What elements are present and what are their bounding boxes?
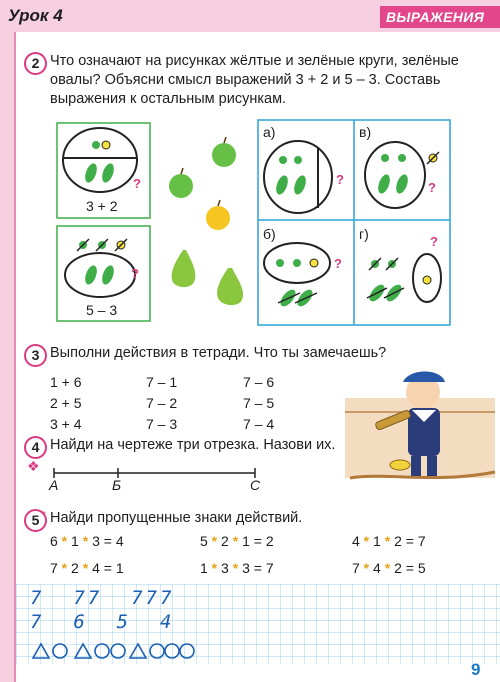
expression: 7 – 6 (243, 374, 275, 390)
question-mark: ? (133, 176, 141, 191)
operand: 4 (92, 560, 100, 576)
topic-title: ВЫРАЖЕНИЯ (386, 9, 485, 25)
expr-3plus2: 3 + 2 (86, 198, 118, 214)
expression: 3 + 4 (50, 416, 82, 432)
green-circle (294, 156, 302, 164)
operand: 6 (50, 533, 58, 549)
circle-shape (165, 644, 179, 658)
task2-number: 2 (24, 52, 47, 75)
task2-line-2: овалы? Объясни смысл выражений 3 + 2 и 5 – 3. Составь (50, 72, 441, 88)
copybook-row-1: 7 77 777 (30, 587, 175, 609)
operand: 3 (221, 560, 229, 576)
task5-text: Найди пропущенные знаки действий. (50, 510, 303, 526)
operand: 3 (242, 560, 250, 576)
green-circle (279, 156, 287, 164)
label-g: г) (359, 226, 369, 242)
apple-stem (218, 200, 220, 206)
green-circle (293, 259, 301, 267)
operand: 7 (50, 560, 58, 576)
triangle-shape (33, 644, 49, 658)
blank-star[interactable]: * (359, 533, 374, 549)
point-label-c: С (250, 477, 261, 493)
apple-stem (224, 137, 226, 143)
expression: 1 + 6 (50, 374, 82, 390)
blank-star[interactable]: * (207, 533, 222, 549)
result: = 1 (99, 560, 124, 576)
label-b: б) (263, 226, 276, 242)
expression: 7 – 3 (146, 416, 178, 432)
result: = 2 (249, 533, 274, 549)
circle-shape (95, 644, 109, 658)
page-number: 9 (471, 660, 481, 679)
task3-col1 (50, 372, 82, 435)
task5-equation (352, 560, 426, 576)
expression: 7 – 2 (146, 395, 178, 411)
green-circle (92, 141, 100, 149)
task4-number: 4 (24, 436, 47, 459)
question-mark: ? (430, 234, 438, 249)
label-a: а) (263, 124, 276, 140)
point-label-b: Б (112, 477, 122, 493)
operand: 1 (242, 533, 250, 549)
yellow-circle (102, 141, 110, 149)
yellow-circle (423, 276, 431, 284)
yellow-circle (310, 259, 318, 267)
operand: 5 (200, 533, 208, 549)
point-label-a: А (49, 477, 59, 493)
task3-number: 3 (24, 344, 47, 367)
blank-star[interactable]: * (228, 533, 243, 549)
question-mark: ? (131, 266, 139, 281)
operand: 1 (200, 560, 208, 576)
blank-star[interactable]: * (78, 560, 93, 576)
expression: 7 – 4 (243, 416, 275, 432)
difficulty-star: * (42, 510, 46, 521)
task3-col3 (243, 372, 274, 435)
expression: 7 – 1 (146, 374, 178, 390)
segment-diagram (40, 463, 270, 487)
blank-star[interactable]: * (207, 560, 222, 576)
green-circle (276, 259, 284, 267)
expression: 7 – 5 (243, 395, 275, 411)
bucket (390, 460, 410, 470)
task4-text: Найди на чертеже три отрезка. Назови их. (50, 437, 336, 453)
task5-equation (200, 533, 274, 549)
blank-star[interactable]: * (359, 560, 374, 576)
circle-shape (111, 644, 125, 658)
blank-star[interactable]: * (57, 560, 72, 576)
green-circle (381, 154, 389, 162)
question-mark: ? (336, 172, 344, 187)
sailor-illustration (345, 360, 495, 490)
label-v: в) (359, 124, 372, 140)
shape-pattern (30, 640, 190, 662)
task2-line-3: выражения к остальным рисункам. (50, 91, 287, 107)
operand: 1 (71, 533, 79, 549)
blank-star[interactable]: * (380, 560, 395, 576)
blank-star[interactable]: * (380, 533, 395, 549)
green-apple-image (212, 143, 236, 167)
task5-number: 5 (24, 509, 47, 532)
pear-image (172, 250, 196, 287)
task5-equation (50, 533, 124, 549)
operand: 4 (352, 533, 360, 549)
leg (427, 456, 437, 476)
task2-line-1: Что означают на рисунках жёлтые и зелёные круги, зелёные (50, 53, 459, 69)
task5-equation (352, 533, 426, 549)
green-apple-image (169, 174, 193, 198)
leg (411, 456, 421, 476)
result: = 5 (401, 560, 426, 576)
triangle-shape (130, 644, 146, 658)
operand: 2 (221, 533, 229, 549)
expression: 2 + 5 (50, 395, 82, 411)
operand: 2 (394, 533, 402, 549)
result: = 7 (401, 533, 426, 549)
operand: 4 (373, 560, 381, 576)
blank-star[interactable]: * (228, 560, 243, 576)
blank-star[interactable]: * (78, 533, 93, 549)
task5-equation (200, 560, 274, 576)
task3-text: Выполни действия в тетради. Что ты замечаешь? (50, 345, 387, 361)
triangle-shape (75, 644, 91, 658)
circle-shape (150, 644, 164, 658)
lesson-title: Урок 4 (8, 6, 63, 25)
question-mark: ? (334, 256, 342, 271)
result: = 7 (249, 560, 274, 576)
yellow-apple-image (206, 206, 230, 230)
result: = 4 (99, 533, 124, 549)
apple-stem (181, 168, 183, 174)
pear-image (217, 268, 243, 305)
operand: 2 (71, 560, 79, 576)
expr-5minus3: 5 – 3 (86, 302, 118, 318)
operand: 2 (394, 560, 402, 576)
question-mark: ? (428, 180, 436, 195)
blank-star[interactable]: * (57, 533, 72, 549)
circle-shape (53, 644, 67, 658)
sailor-cap (403, 372, 445, 383)
pair-work-icon: ❖ (27, 458, 40, 474)
operand: 7 (352, 560, 360, 576)
green-circle (398, 154, 406, 162)
task5-equation (50, 560, 124, 576)
operand: 3 (92, 533, 100, 549)
operand: 1 (373, 533, 381, 549)
task3-col2 (146, 372, 177, 435)
copybook-row-2: 7 6 5 4 (30, 611, 175, 633)
